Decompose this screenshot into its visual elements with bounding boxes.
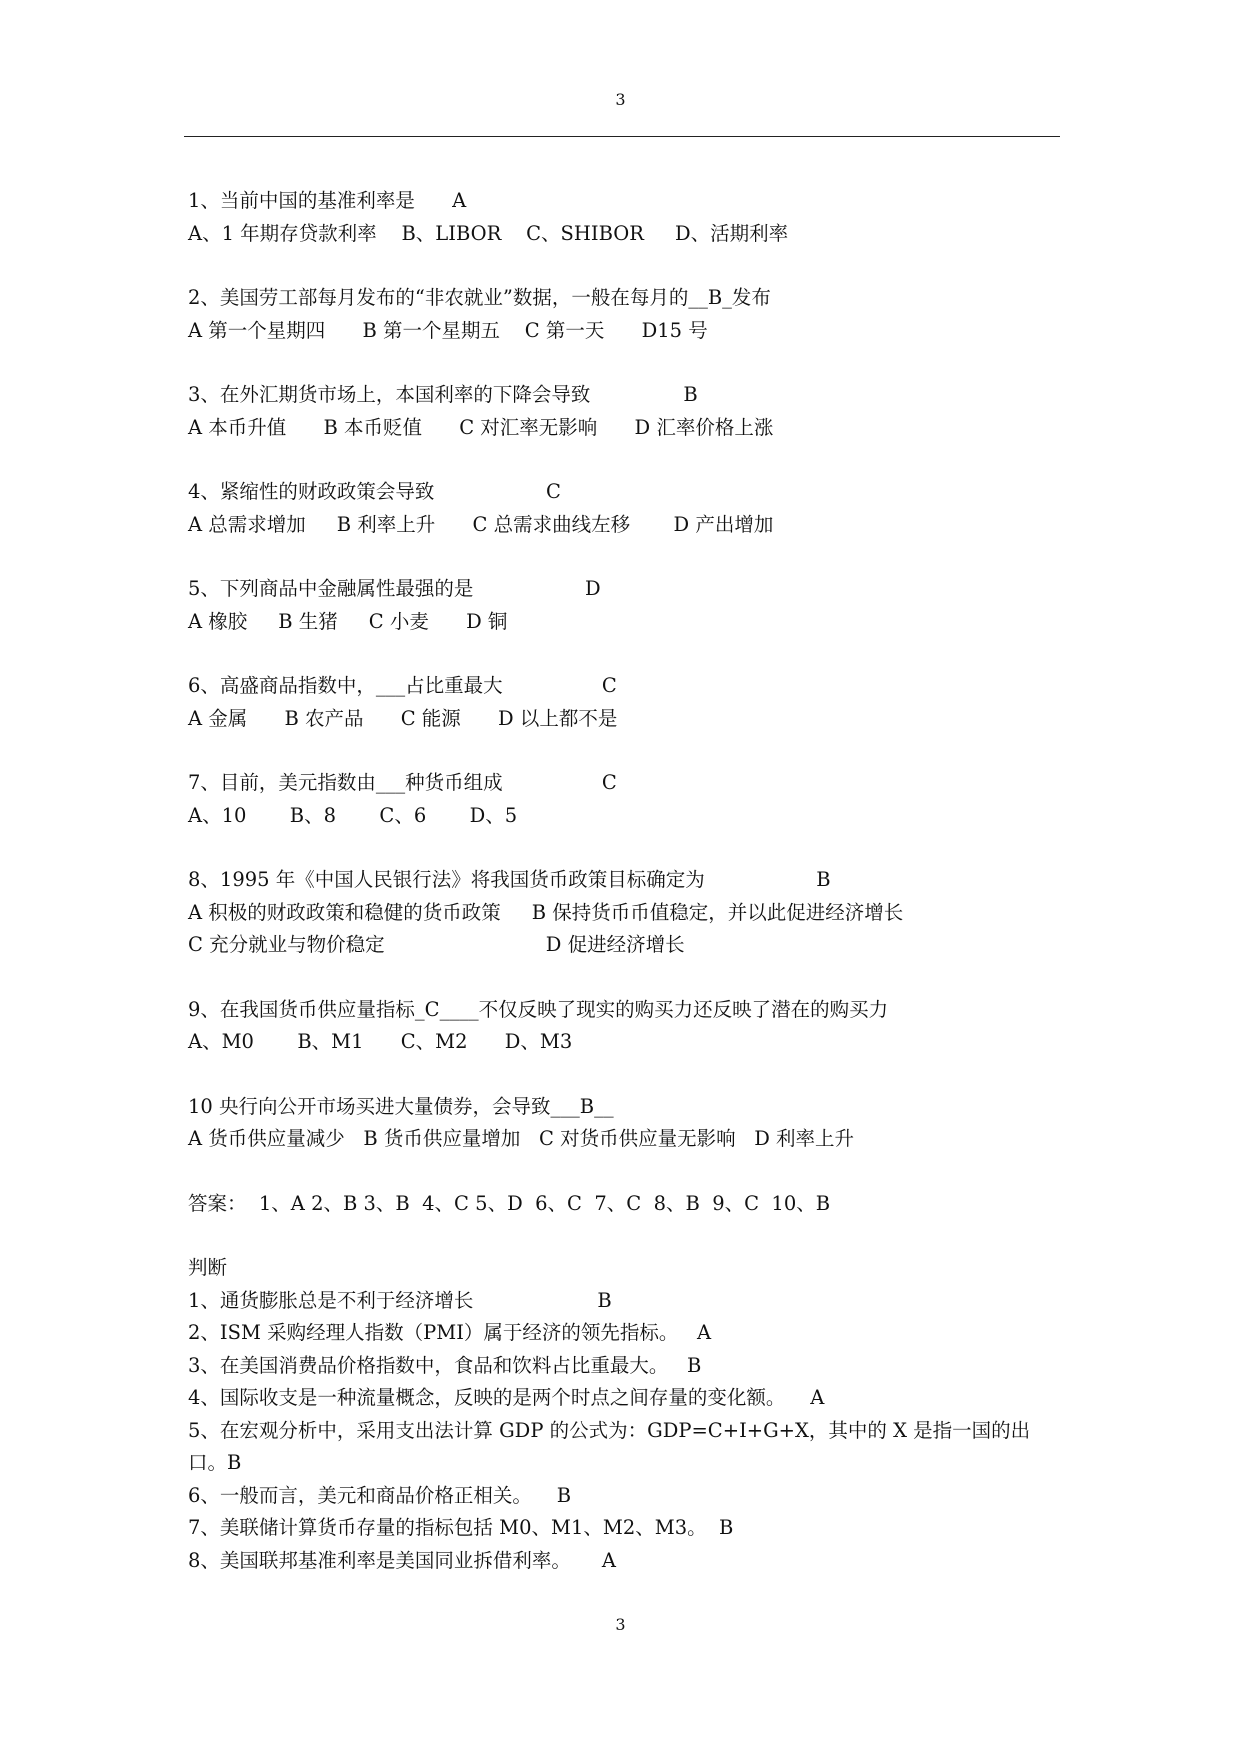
header-rule — [184, 136, 1060, 137]
question-options: A 积极的财政政策和稳健的货币政策 B 保持货币币值稳定，并以此促进经济增长 — [188, 900, 904, 924]
judgement-item: 7、美联储计算货币存量的指标包括 M0、M1、M2、M3。 B — [188, 1516, 734, 1539]
question-options: A、1 年期存贷款利率 B、LIBOR C、SHIBOR D、活期利率 — [188, 221, 789, 245]
question-1 — [188, 185, 1068, 250]
question-6 — [188, 670, 1068, 735]
judgement-item: 5、在宏观分析中，采用支出法计算 GDP 的公式为：GDP=C+I+G+X，其中的 X 是指一国的出口。B — [188, 1418, 1031, 1474]
question-stem: 9、在我国货币供应量指标_C____不仅反映了现实的购买力还反映了潜在的购买力 — [188, 997, 889, 1021]
question-stem: 3、在外汇期货市场上，本国利率的下降会导致 B — [188, 383, 698, 406]
header-page-number: 3 — [615, 90, 626, 109]
question-3 — [188, 379, 1068, 444]
document-body — [188, 185, 1068, 1577]
answer-key: 答案： 1、A 2、B 3、B 4、C 5、D 6、C 7、C 8、B 9、C 10、B — [188, 1191, 831, 1215]
question-options: A 金属 B 农产品 C 能源 D 以上都不是 — [188, 706, 618, 730]
question-stem: 5、下列商品中金融属性最强的是 D — [188, 577, 601, 600]
question-10 — [188, 1091, 1068, 1156]
question-stem: 6、高盛商品指数中，___占比重最大 C — [188, 674, 617, 697]
question-options: A 总需求增加 B 利率上升 C 总需求曲线左移 D 产出增加 — [188, 512, 774, 536]
question-stem: 4、紧缩性的财政政策会导致 C — [188, 480, 561, 503]
question-2 — [188, 282, 1068, 347]
question-8 — [188, 864, 1068, 962]
question-5 — [188, 573, 1068, 638]
judgement-section-title: 判断 — [188, 1256, 228, 1279]
judgement-item: 1、通货膨胀总是不利于经济增长 B — [188, 1288, 612, 1312]
footer-page-number: 3 — [615, 1615, 626, 1634]
question-7 — [188, 767, 1068, 832]
judgement-item: 2、ISM 采购经理人指数（PMI）属于经济的领先指标。 A — [188, 1321, 712, 1344]
judgement-item: 3、在美国消费品价格指数中，食品和饮料占比重最大。 B — [188, 1353, 702, 1377]
question-stem: 10 央行向公开市场买进大量债券，会导致___B__ — [188, 1094, 614, 1118]
question-stem: 2、美国劳工部每月发布的“非农就业”数据，一般在每月的__B_发布 — [188, 286, 771, 309]
judgement-item: 6、一般而言，美元和商品价格正相关。 B — [188, 1483, 572, 1507]
question-options: A 货币供应量减少 B 货币供应量增加 C 对货币供应量无影响 D 利率上升 — [188, 1127, 855, 1150]
question-options: A、10 B、8 C、6 D、5 — [188, 803, 518, 827]
question-stem: 7、目前，美元指数由___种货币组成 C — [188, 771, 617, 794]
question-4 — [188, 476, 1068, 541]
judgement-item: 8、美国联邦基准利率是美国同业拆借利率。 A — [188, 1548, 616, 1572]
question-9 — [188, 994, 1068, 1059]
question-options: C 充分就业与物价稳定 D 促进经济增长 — [188, 933, 685, 956]
question-stem: 1、当前中国的基准利率是 A — [188, 189, 467, 212]
question-options: A 橡胶 B 生猪 C 小麦 D 铜 — [188, 609, 508, 633]
question-options: A 第一个星期四 B 第一个星期五 C 第一天 D15 号 — [188, 318, 708, 342]
judgement-item: 4、国际收支是一种流量概念，反映的是两个时点之间存量的变化额。 A — [188, 1386, 825, 1409]
question-options: A、M0 B、M1 C、M2 D、M3 — [188, 1030, 573, 1053]
question-options: A 本币升值 B 本币贬值 C 对汇率无影响 D 汇率价格上涨 — [188, 415, 774, 439]
question-stem: 8、1995 年《中国人民银行法》将我国货币政策目标确定为 B — [188, 868, 831, 891]
